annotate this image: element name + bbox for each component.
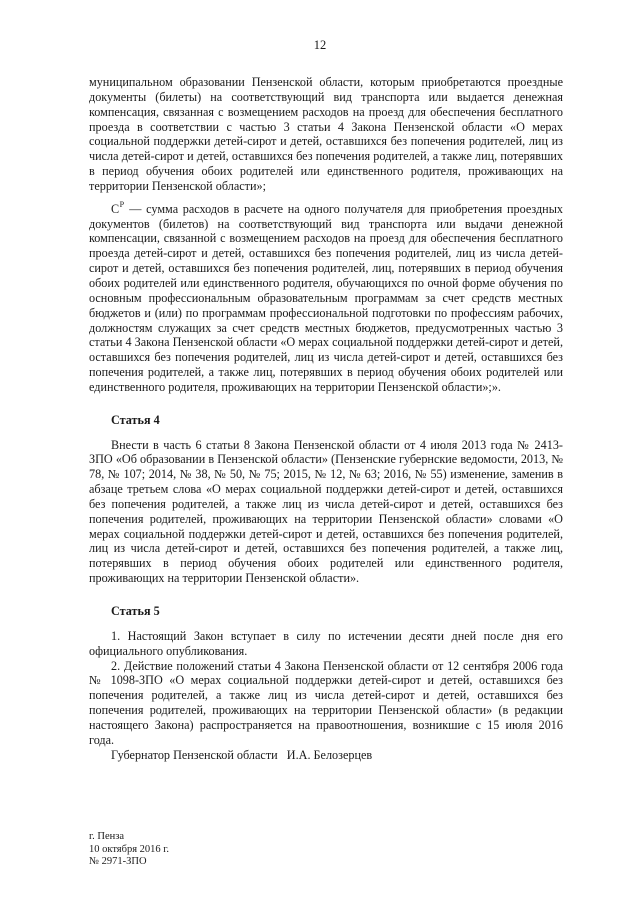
paragraph-continuation: муниципальном образовании Пензенской области, которым приобретаются проездные документы (билеты) на соответствующий вид транспорта или выдается денежная компенсация, связанная с возмещением расходов на проезд для обеспечения бесплатного проезда в соответствии с частью 3 статьи 4 Закона Пензенской области «О мерах социальной поддержки детей-сирот и детей, оставшихся без попечения родителей, лиц из числа детей-сирот и детей, оставшихся без попечения родителей, а также лиц, потерявших в период обучения обоих родителей или единственного родителя, проживающих на территории Пензенской области»; [89, 75, 563, 193]
cp-definition-text: — сумма расходов в расчете на одного получателя для приобретения проездных документов (билетов) на соответствующий вид транспорта или выдачи денежной компенсации, связанной с возмещением расходов на проезд для обеспечения бесплатного проезда детей-сирот и детей, оставшихся без попечения родителей, лиц из числа детей-сирот и детей, оставшихся без попечения родителей, лиц, потерявших в период обучения обоих родителей или единственного родителя, обучающихся по очной форме обучения по основным профессиональным образовательным программам за счет средств местных бюджетов и (или) по программам профессиональной подготовки по профессиям рабочих, должностям служащих за счет средств местных бюджетов, предусмотренных частью 3 статьи 4 Закона Пензенской области «О мерах социальной поддержки детей-сирот и детей, оставшихся без попечения родителей, лиц из числа детей-сирот и детей, оставшихся без попечения родителей, а также лиц, потерявших в период обучения обоих родителей или единственного родителя, проживающих на территории Пензенской области»;». [89, 201, 563, 394]
page-number: 12 [313, 38, 327, 52]
article-5-item-2: 2. Действие положений статьи 4 Закона Пензенской области от 12 сентября 2006 года № 1098-ЗПО «О мерах социальной поддержки детей-сирот и детей, оставшихся без попечения родителей, а также лиц из числа детей-сирот и детей, оставшихся без попечения родителей, проживающих на территории Пензенской области» (в редакции настоящего Закона) распространяется на правоотношения, возникшие с 15 июля 2016 года. [89, 658, 563, 747]
article-4-heading: Статья 4 [111, 412, 160, 427]
article-5-item-1: 1. Настоящий Закон вступает в силу по истечении десяти дней после дня его официального опубликования. [89, 628, 563, 658]
article-5-heading: Статья 5 [111, 604, 160, 618]
paragraph-cp-definition [89, 198, 563, 395]
governor-signature: Губернатор Пензенской области И.А. Белозерцев [111, 747, 373, 762]
footer-law-number: № 2971-ЗПО [89, 856, 147, 867]
footer-date: 10 октября 2016 г. [89, 843, 170, 855]
document-body [89, 75, 563, 762]
document-footer [89, 831, 169, 869]
cp-symbol: $C^P$ [111, 199, 125, 216]
footer-city: г. Пенза [89, 831, 125, 842]
article-4-text: Внести в часть 6 статьи 8 Закона Пензенской области от 4 июля 2013 года № 2413-ЗПО «Об образовании в Пензенской области» (Пензенские губернские ведомости, 2013, № 78, № 107; 2014, № 38, № 50, № 75; 2015, № 12, № 63; 2016, № 55) изменение, заменив в абзаце третьем слова «О мерах социальной поддержки детей-сирот и детей, оставшихся без попечения родителей, а также лиц из числа детей-сирот и детей, оставшихся без попечения родителей, проживающих на территории Пензенской области» словами «О мерах социальной поддержки детей-сирот и детей, оставшихся без попечения родителей, лиц из числа детей-сирот и детей, оставшихся без попечения родителей, а также лиц, потерявших в период обучения обоих родителей или единственного родителя, проживающих на территории Пензенской области». [89, 437, 563, 586]
